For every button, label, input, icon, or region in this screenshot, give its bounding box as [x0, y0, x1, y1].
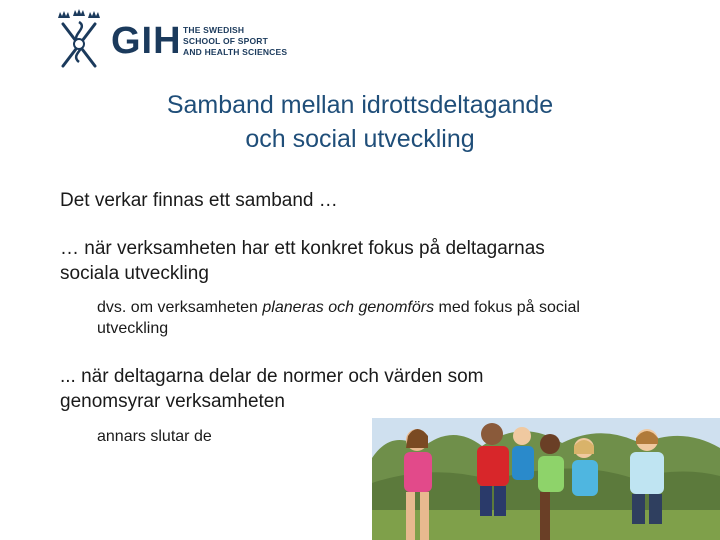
point-2-sub: annars slutar de	[97, 428, 212, 445]
children-running-image	[372, 418, 720, 540]
point-1	[60, 236, 680, 286]
point-1-sub-line: utveckling	[97, 320, 169, 337]
intro-text: Det verkar finnas ett samband …	[60, 190, 338, 211]
slide-title-line: Samband mellan idrottsdeltagande	[166, 91, 554, 119]
point-2-line: genomsyrar verksamheten	[60, 391, 285, 412]
crowned-emblem-icon	[55, 8, 105, 70]
sub-text-plain: dvs. om verksamheten	[97, 299, 263, 316]
sub-text-emphasis: planeras och genomförs	[262, 299, 435, 316]
point-2	[60, 364, 680, 414]
slide-title	[60, 88, 660, 156]
point-1-line: … när verksamheten har ett konkret fokus på deltagarnas	[60, 238, 545, 259]
logo-tagline-line: SCHOOL OF SPORT	[183, 36, 269, 46]
slide-title-line: och social utveckling	[245, 125, 475, 153]
point-2-line: ... när deltagarna delar de normer och värden som	[60, 366, 484, 387]
sub-text-plain: med fokus på social	[434, 299, 580, 316]
gih-logo	[55, 8, 288, 70]
point-1-sub-line	[97, 297, 667, 318]
point-1-line: sociala utveckling	[60, 263, 209, 284]
logo-tagline	[183, 25, 293, 58]
logo-wordmark: GIH	[111, 20, 182, 62]
logo-tagline-line: AND HEALTH SCIENCES	[183, 47, 288, 57]
logo-tagline-line: THE SWEDISH	[183, 25, 245, 35]
point-1-sub	[97, 297, 667, 339]
